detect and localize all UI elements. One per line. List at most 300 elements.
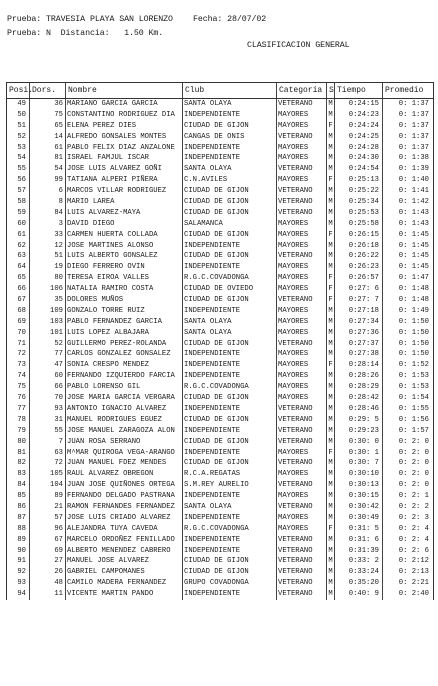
club-cell: CIUDAD DE GIJON: [183, 186, 277, 197]
posicion-cell: 55: [7, 164, 30, 175]
tiempo-cell: 0:30: 7: [335, 458, 383, 469]
club-cell: INDEPENDIENTE: [183, 491, 277, 502]
sexo-cell: M: [327, 589, 335, 600]
dorsal-cell: 69: [30, 546, 66, 557]
table-row: [7, 175, 433, 186]
tiempo-cell: 0:28:29: [335, 382, 383, 393]
dorsal-cell: 33: [30, 230, 66, 241]
categoria-cell: MAYORES: [277, 110, 327, 121]
table-row: [7, 143, 433, 154]
posicion-cell: 62: [7, 241, 30, 252]
sexo-cell: M: [327, 567, 335, 578]
table-row: [7, 404, 433, 415]
promedio-cell: 0: 2: 0: [398, 448, 429, 457]
tiempo-cell: 0:31:39: [335, 546, 383, 557]
table-row: [7, 556, 433, 567]
table-row: [7, 426, 433, 437]
club-cell: SANTA OLAYA: [183, 502, 277, 513]
table-row: [7, 251, 433, 262]
categoria-cell: VETERANO: [277, 164, 327, 175]
table-row: [7, 164, 433, 175]
promedio-cell: 0: 1:37: [398, 110, 429, 119]
sexo-cell: M: [327, 469, 335, 480]
club-cell: CIUDAD DE GIJON: [183, 437, 277, 448]
table-row: [7, 349, 433, 360]
categoria-cell: VETERANO: [277, 437, 327, 448]
tiempo-cell: 0:29:23: [335, 426, 383, 437]
nombre-cell: JOSE LUIS ALVAREZ GOÑI: [66, 164, 183, 175]
promedio-cell: 0: 2:21: [398, 579, 429, 588]
club-cell: R.G.C.COVADONGA: [183, 524, 277, 535]
nombre-cell: MANUEL JOSE ALVAREZ: [66, 556, 183, 567]
sexo-cell: M: [327, 143, 335, 154]
table-row: [7, 535, 433, 546]
dorsal-cell: 65: [30, 121, 66, 132]
dorsal-cell: 19: [30, 262, 66, 273]
categoria-cell: VETERANO: [277, 589, 327, 600]
sexo-cell: M: [327, 371, 335, 382]
nombre-cell: SONIA CRESPO MENDEZ: [66, 360, 183, 371]
categoria-cell: MAYORES: [277, 393, 327, 404]
tiempo-cell: 0:27:18: [335, 306, 383, 317]
nombre-cell: ELENA PEREZ DIES: [66, 121, 183, 132]
table-row: [7, 524, 433, 535]
categoria-cell: MAYORES: [277, 317, 327, 328]
posicion-cell: 51: [7, 121, 30, 132]
posicion-cell: 76: [7, 393, 30, 404]
club-cell: SALAMANCA: [183, 219, 277, 230]
posicion-cell: 90: [7, 546, 30, 557]
dorsal-cell: 66: [30, 382, 66, 393]
sexo-cell: M: [327, 382, 335, 393]
dorsal-cell: 104: [30, 480, 66, 491]
sexo-cell: F: [327, 230, 335, 241]
tiempo-cell: 0:26:22: [335, 251, 383, 262]
nombre-cell: PABLO LORENSO GIL: [66, 382, 183, 393]
promedio-cell: 0: 1:37: [398, 100, 429, 108]
promedio-cell: 0: 1:37: [398, 132, 429, 141]
categoria-cell: MAYORES: [277, 153, 327, 164]
categoria-cell: VETERANO: [277, 458, 327, 469]
promedio-cell: 0: 1:38: [398, 154, 429, 163]
club-cell: INDEPENDIENTE: [183, 448, 277, 459]
posicion-cell: 53: [7, 143, 30, 154]
tiempo-cell: 0:33: 2: [335, 556, 383, 567]
promedio-cell: 0: 1:50: [398, 350, 429, 359]
nombre-cell: CAMILO MADERA FERNANDEZ: [66, 578, 183, 589]
sexo-cell: F: [327, 295, 335, 306]
table-row: [7, 328, 433, 339]
dorsal-cell: 54: [30, 164, 66, 175]
table-row: [7, 578, 433, 589]
tiempo-cell: 0:28:26: [335, 371, 383, 382]
table-row: [7, 317, 433, 328]
club-cell: CIUDAD DE GIJON: [183, 295, 277, 306]
promedio-cell: 0: 1:50: [398, 317, 429, 326]
promedio-cell: 0: 2: 2: [398, 502, 429, 511]
tiempo-cell: 0:25:34: [335, 197, 383, 208]
tiempo-cell: 0:28:42: [335, 393, 383, 404]
posicion-cell: 68: [7, 306, 30, 317]
categoria-cell: VETERANO: [277, 502, 327, 513]
sexo-cell: M: [327, 480, 335, 491]
categoria-cell: VETERANO: [277, 197, 327, 208]
sexo-cell: M: [327, 208, 335, 219]
sexo-cell: M: [327, 535, 335, 546]
club-cell: R.G.C.COVADONGA: [183, 273, 277, 284]
table-row: [7, 295, 433, 306]
tiempo-cell: 0:27:34: [335, 317, 383, 328]
tiempo-cell: 0:25:58: [335, 219, 383, 230]
promedio-cell: 0: 2: 0: [398, 481, 429, 490]
table-row: [7, 284, 433, 295]
categoria-cell: MAYORES: [277, 491, 327, 502]
promedio-cell: 0: 1:45: [398, 263, 429, 272]
posicion-cell: 61: [7, 230, 30, 241]
posicion-cell: 72: [7, 349, 30, 360]
promedio-cell: 0: 1:50: [398, 328, 429, 337]
dorsal-cell: 67: [30, 535, 66, 546]
tiempo-cell: 0:28:46: [335, 404, 383, 415]
table-row: [7, 415, 433, 426]
nombre-cell: PABLO FERNANDEZ GARCIA: [66, 317, 183, 328]
posicion-cell: 80: [7, 437, 30, 448]
categoria-cell: MAYORES: [277, 262, 327, 273]
promedio-cell: 0: 1:47: [398, 274, 429, 283]
promedio-cell: 0: 1:49: [398, 306, 429, 315]
table-row: [7, 262, 433, 273]
tiempo-cell: 0:25:53: [335, 208, 383, 219]
categoria-cell: MAYORES: [277, 328, 327, 339]
table-row: [7, 393, 433, 404]
promedio-cell: 0: 1:45: [398, 252, 429, 261]
nombre-cell: DIEGO FERRERO OVIN: [66, 262, 183, 273]
table-row: [7, 197, 433, 208]
posicion-cell: 75: [7, 382, 30, 393]
tiempo-cell: 0:27: 7: [335, 295, 383, 306]
sexo-cell: M: [327, 241, 335, 252]
tiempo-cell: 0:26:57: [335, 273, 383, 284]
sexo-cell: M: [327, 110, 335, 121]
dorsal-cell: 11: [30, 589, 66, 600]
posicion-cell: 73: [7, 360, 30, 371]
posicion-cell: 83: [7, 469, 30, 480]
tiempo-cell: 0:31: 5: [335, 524, 383, 535]
nombre-cell: DAVID DIEGO: [66, 219, 183, 230]
categoria-cell: MAYORES: [277, 306, 327, 317]
posicion-cell: 54: [7, 153, 30, 164]
categoria-cell: MAYORES: [277, 284, 327, 295]
nombre-cell: DOLORES MUÑOS: [66, 295, 183, 306]
promedio-cell: 0: 2:13: [398, 568, 429, 577]
dorsal-cell: 63: [30, 448, 66, 459]
nombre-cell: MARIO LAREA: [66, 197, 183, 208]
dorsal-cell: 109: [30, 306, 66, 317]
club-cell: INDEPENDIENTE: [183, 535, 277, 546]
dorsal-cell: 51: [30, 251, 66, 262]
nombre-cell: CARLOS GONZALEZ GONSALEZ: [66, 349, 183, 360]
club-cell: CIUDAD DE GIJON: [183, 458, 277, 469]
club-cell: SANTA OLAYA: [183, 164, 277, 175]
table-row: [7, 382, 433, 393]
categoria-cell: VETERANO: [277, 339, 327, 350]
promedio-cell: 0: 2: 1: [398, 492, 429, 501]
table-row: [7, 546, 433, 557]
dorsal-cell: 81: [30, 153, 66, 164]
table-row: [7, 339, 433, 350]
categoria-cell: MAYORES: [277, 371, 327, 382]
nombre-cell: FERNANDO IZQUIERDO FARCIA: [66, 371, 183, 382]
tiempo-cell: 0:24:54: [335, 164, 383, 175]
table-row: [7, 219, 433, 230]
dorsal-cell: 105: [30, 469, 66, 480]
sexo-cell: M: [327, 415, 335, 426]
promedio-cell: 0: 2: 0: [398, 470, 429, 479]
nombre-cell: MARCELO ORDOÑEZ FENILLADO: [66, 535, 183, 546]
tiempo-cell: 0:33:24: [335, 567, 383, 578]
column-header-posicion: Posi.: [7, 83, 30, 98]
nombre-cell: JUAN JOSE QUIÑONES ORTEGA: [66, 480, 183, 491]
posicion-cell: 78: [7, 415, 30, 426]
nombre-cell: RAMON FERNANDES FERNANDEZ: [66, 502, 183, 513]
table-row: [7, 360, 433, 371]
tiempo-cell: 0:24:15: [335, 99, 383, 110]
tiempo-cell: 0:30: 1: [335, 448, 383, 459]
club-cell: SANTA OLAYA: [183, 99, 277, 110]
dorsal-cell: 52: [30, 339, 66, 350]
table-row: [7, 110, 433, 121]
posicion-cell: 74: [7, 371, 30, 382]
club-cell: INDEPENDIENTE: [183, 306, 277, 317]
dorsal-cell: 35: [30, 295, 66, 306]
posicion-cell: 92: [7, 567, 30, 578]
posicion-cell: 87: [7, 513, 30, 524]
table-row: [7, 153, 433, 164]
sexo-cell: M: [327, 164, 335, 175]
promedio-cell: 0: 1:53: [398, 372, 429, 381]
dorsal-cell: 70: [30, 393, 66, 404]
categoria-cell: VETERANO: [277, 208, 327, 219]
tiempo-cell: 0:30:15: [335, 491, 383, 502]
sexo-cell: F: [327, 360, 335, 371]
posicion-cell: 82: [7, 458, 30, 469]
dorsal-cell: 72: [30, 458, 66, 469]
club-cell: CIUDAD DE GIJON: [183, 393, 277, 404]
club-cell: CIUDAD DE OVIEDO: [183, 284, 277, 295]
table-row: [7, 132, 433, 143]
promedio-cell: 0: 1:57: [398, 426, 429, 435]
nombre-cell: VICENTE MARTIN PANDO: [66, 589, 183, 600]
categoria-cell: MAYORES: [277, 230, 327, 241]
posicion-cell: 60: [7, 219, 30, 230]
sexo-cell: M: [327, 502, 335, 513]
nombre-cell: PABLO FELIX DIAZ ANZALONE: [66, 143, 183, 154]
promedio-cell: 0: 1:48: [398, 296, 429, 305]
sexo-cell: M: [327, 317, 335, 328]
promedio-cell: 0: 1:40: [398, 176, 429, 185]
dorsal-cell: 55: [30, 426, 66, 437]
dorsal-cell: 26: [30, 567, 66, 578]
nombre-cell: JUAN ROSA SERRANO: [66, 437, 183, 448]
posicion-cell: 52: [7, 132, 30, 143]
table-row: [7, 491, 433, 502]
categoria-cell: MAYORES: [277, 469, 327, 480]
categoria-cell: VETERANO: [277, 404, 327, 415]
dorsal-cell: 61: [30, 143, 66, 154]
table-row: [7, 208, 433, 219]
club-cell: CIUDAD DE GIJON: [183, 339, 277, 350]
categoria-cell: VETERANO: [277, 99, 327, 110]
promedio-cell: 0: 1:43: [398, 208, 429, 217]
nombre-cell: LUIS LOPEZ ALBAJARA: [66, 328, 183, 339]
sexo-cell: F: [327, 273, 335, 284]
table-row: [7, 230, 433, 241]
nombre-cell: GUILLERMO PEREZ-ROLANDA: [66, 339, 183, 350]
promedio-cell: 0: 1:50: [398, 339, 429, 348]
nombre-cell: CARMEN HUERTA COLLADA: [66, 230, 183, 241]
dorsal-cell: 31: [30, 415, 66, 426]
dorsal-cell: 77: [30, 349, 66, 360]
sexo-cell: M: [327, 328, 335, 339]
club-cell: INDEPENDIENTE: [183, 262, 277, 273]
nombre-cell: ISRAEL FAMJUL ISCAR: [66, 153, 183, 164]
club-cell: INDEPENDIENTE: [183, 241, 277, 252]
nombre-cell: JOSE MARIA GARCIA VERGARA: [66, 393, 183, 404]
posicion-cell: 79: [7, 426, 30, 437]
promedio-cell: 0: 1:43: [398, 219, 429, 228]
club-cell: R.G.C.COVADONGA: [183, 382, 277, 393]
promedio-cell: 0: 2:12: [398, 557, 429, 566]
dorsal-cell: 84: [30, 208, 66, 219]
categoria-cell: MAYORES: [277, 273, 327, 284]
tiempo-cell: 0:24:24: [335, 121, 383, 132]
nombre-cell: JOSE LUIS CRIADO ALVAREZ: [66, 513, 183, 524]
categoria-cell: MAYORES: [277, 219, 327, 230]
tiempo-cell: 0:24:28: [335, 143, 383, 154]
promedio-cell: 0: 2: 3: [398, 513, 429, 522]
club-cell: INDEPENDIENTE: [183, 360, 277, 371]
categoria-cell: VETERANO: [277, 535, 327, 546]
categoria-cell: VETERANO: [277, 578, 327, 589]
club-cell: CIUDAD DE GIJON: [183, 567, 277, 578]
table-row: [7, 273, 433, 284]
dorsal-cell: 80: [30, 273, 66, 284]
categoria-cell: MAYORES: [277, 524, 327, 535]
categoria-cell: VETERANO: [277, 132, 327, 143]
sexo-cell: M: [327, 513, 335, 524]
table-row: [7, 480, 433, 491]
categoria-cell: VETERANO: [277, 426, 327, 437]
table-row: [7, 186, 433, 197]
tiempo-cell: 0:26:18: [335, 241, 383, 252]
sexo-cell: M: [327, 197, 335, 208]
dorsal-cell: 99: [30, 175, 66, 186]
categoria-cell: VETERANO: [277, 295, 327, 306]
sexo-cell: F: [327, 175, 335, 186]
fecha-line: Fecha: 28/07/02: [193, 15, 267, 24]
dorsal-cell: 93: [30, 404, 66, 415]
tiempo-cell: 0:24:30: [335, 153, 383, 164]
distancia-line: Prueba: N Distancia: 1.50 Km.: [7, 29, 164, 38]
tiempo-cell: 0:27:38: [335, 349, 383, 360]
posicion-cell: 63: [7, 251, 30, 262]
posicion-cell: 57: [7, 186, 30, 197]
nombre-cell: JOSE MANUEL ZARAGOZA ALON: [66, 426, 183, 437]
posicion-cell: 58: [7, 197, 30, 208]
dorsal-cell: 60: [30, 371, 66, 382]
club-cell: GRUPO COVADONGA: [183, 578, 277, 589]
column-header-categoria: Categoría: [277, 83, 327, 98]
sexo-cell: F: [327, 121, 335, 132]
posicion-cell: 94: [7, 589, 30, 600]
sexo-cell: M: [327, 251, 335, 262]
nombre-cell: TERESA EIROA VALLES: [66, 273, 183, 284]
posicion-cell: 56: [7, 175, 30, 186]
promedio-cell: 0: 2: 0: [398, 459, 429, 468]
sexo-cell: M: [327, 186, 335, 197]
table-header-row: [7, 83, 433, 99]
nombre-cell: GABRIEL CAMPOMANES: [66, 567, 183, 578]
club-cell: INDEPENDIENTE: [183, 589, 277, 600]
sexo-cell: M: [327, 132, 335, 143]
nombre-cell: FERNANDO DELGADO PASTRANA: [66, 491, 183, 502]
sexo-cell: M: [327, 458, 335, 469]
promedio-cell: 0: 1:53: [398, 383, 429, 392]
posicion-cell: 91: [7, 556, 30, 567]
tiempo-cell: 0:26:23: [335, 262, 383, 273]
posicion-cell: 93: [7, 578, 30, 589]
table-row: [7, 121, 433, 132]
promedio-cell: 0: 1:45: [398, 241, 429, 250]
club-cell: CIUDAD DE GIJON: [183, 415, 277, 426]
nombre-cell: ALEJANDRA TUYA CAVEDA: [66, 524, 183, 535]
club-cell: CIUDAD DE GIJON: [183, 197, 277, 208]
club-cell: R.C.A.REGATAS: [183, 469, 277, 480]
sexo-cell: M: [327, 153, 335, 164]
categoria-cell: VETERANO: [277, 186, 327, 197]
club-cell: SANTA OLAYA: [183, 328, 277, 339]
dorsal-cell: 27: [30, 556, 66, 567]
posicion-cell: 86: [7, 502, 30, 513]
nombre-cell: MARCOS VILLAR RODRIGUEZ: [66, 186, 183, 197]
categoria-cell: VETERANO: [277, 415, 327, 426]
club-cell: INDEPENDIENTE: [183, 153, 277, 164]
sexo-cell: M: [327, 578, 335, 589]
promedio-cell: 0: 2: 4: [398, 524, 429, 533]
categoria-cell: VETERANO: [277, 251, 327, 262]
sexo-cell: M: [327, 404, 335, 415]
tiempo-cell: 0:30:10: [335, 469, 383, 480]
categoria-cell: VETERANO: [277, 480, 327, 491]
posicion-cell: 71: [7, 339, 30, 350]
promedio-cell: 0: 1:54: [398, 394, 429, 403]
sexo-cell: M: [327, 437, 335, 448]
posicion-cell: 67: [7, 295, 30, 306]
dorsal-cell: 6: [30, 186, 66, 197]
categoria-cell: VETERANO: [277, 556, 327, 567]
column-header-tiempo: Tiempo: [335, 83, 383, 98]
nombre-cell: JUAN MANUEL FDEZ MENDES: [66, 458, 183, 469]
table-row: [7, 589, 433, 600]
classification-table: [6, 82, 434, 600]
sexo-cell: M: [327, 393, 335, 404]
categoria-cell: MAYORES: [277, 382, 327, 393]
dorsal-cell: 7: [30, 437, 66, 448]
column-header-promedio: Promedio: [385, 86, 424, 95]
posicion-cell: 85: [7, 491, 30, 502]
page-title: CLASIFICACION GENERAL: [247, 41, 350, 50]
promedio-cell: 0: 2:40: [398, 590, 429, 599]
